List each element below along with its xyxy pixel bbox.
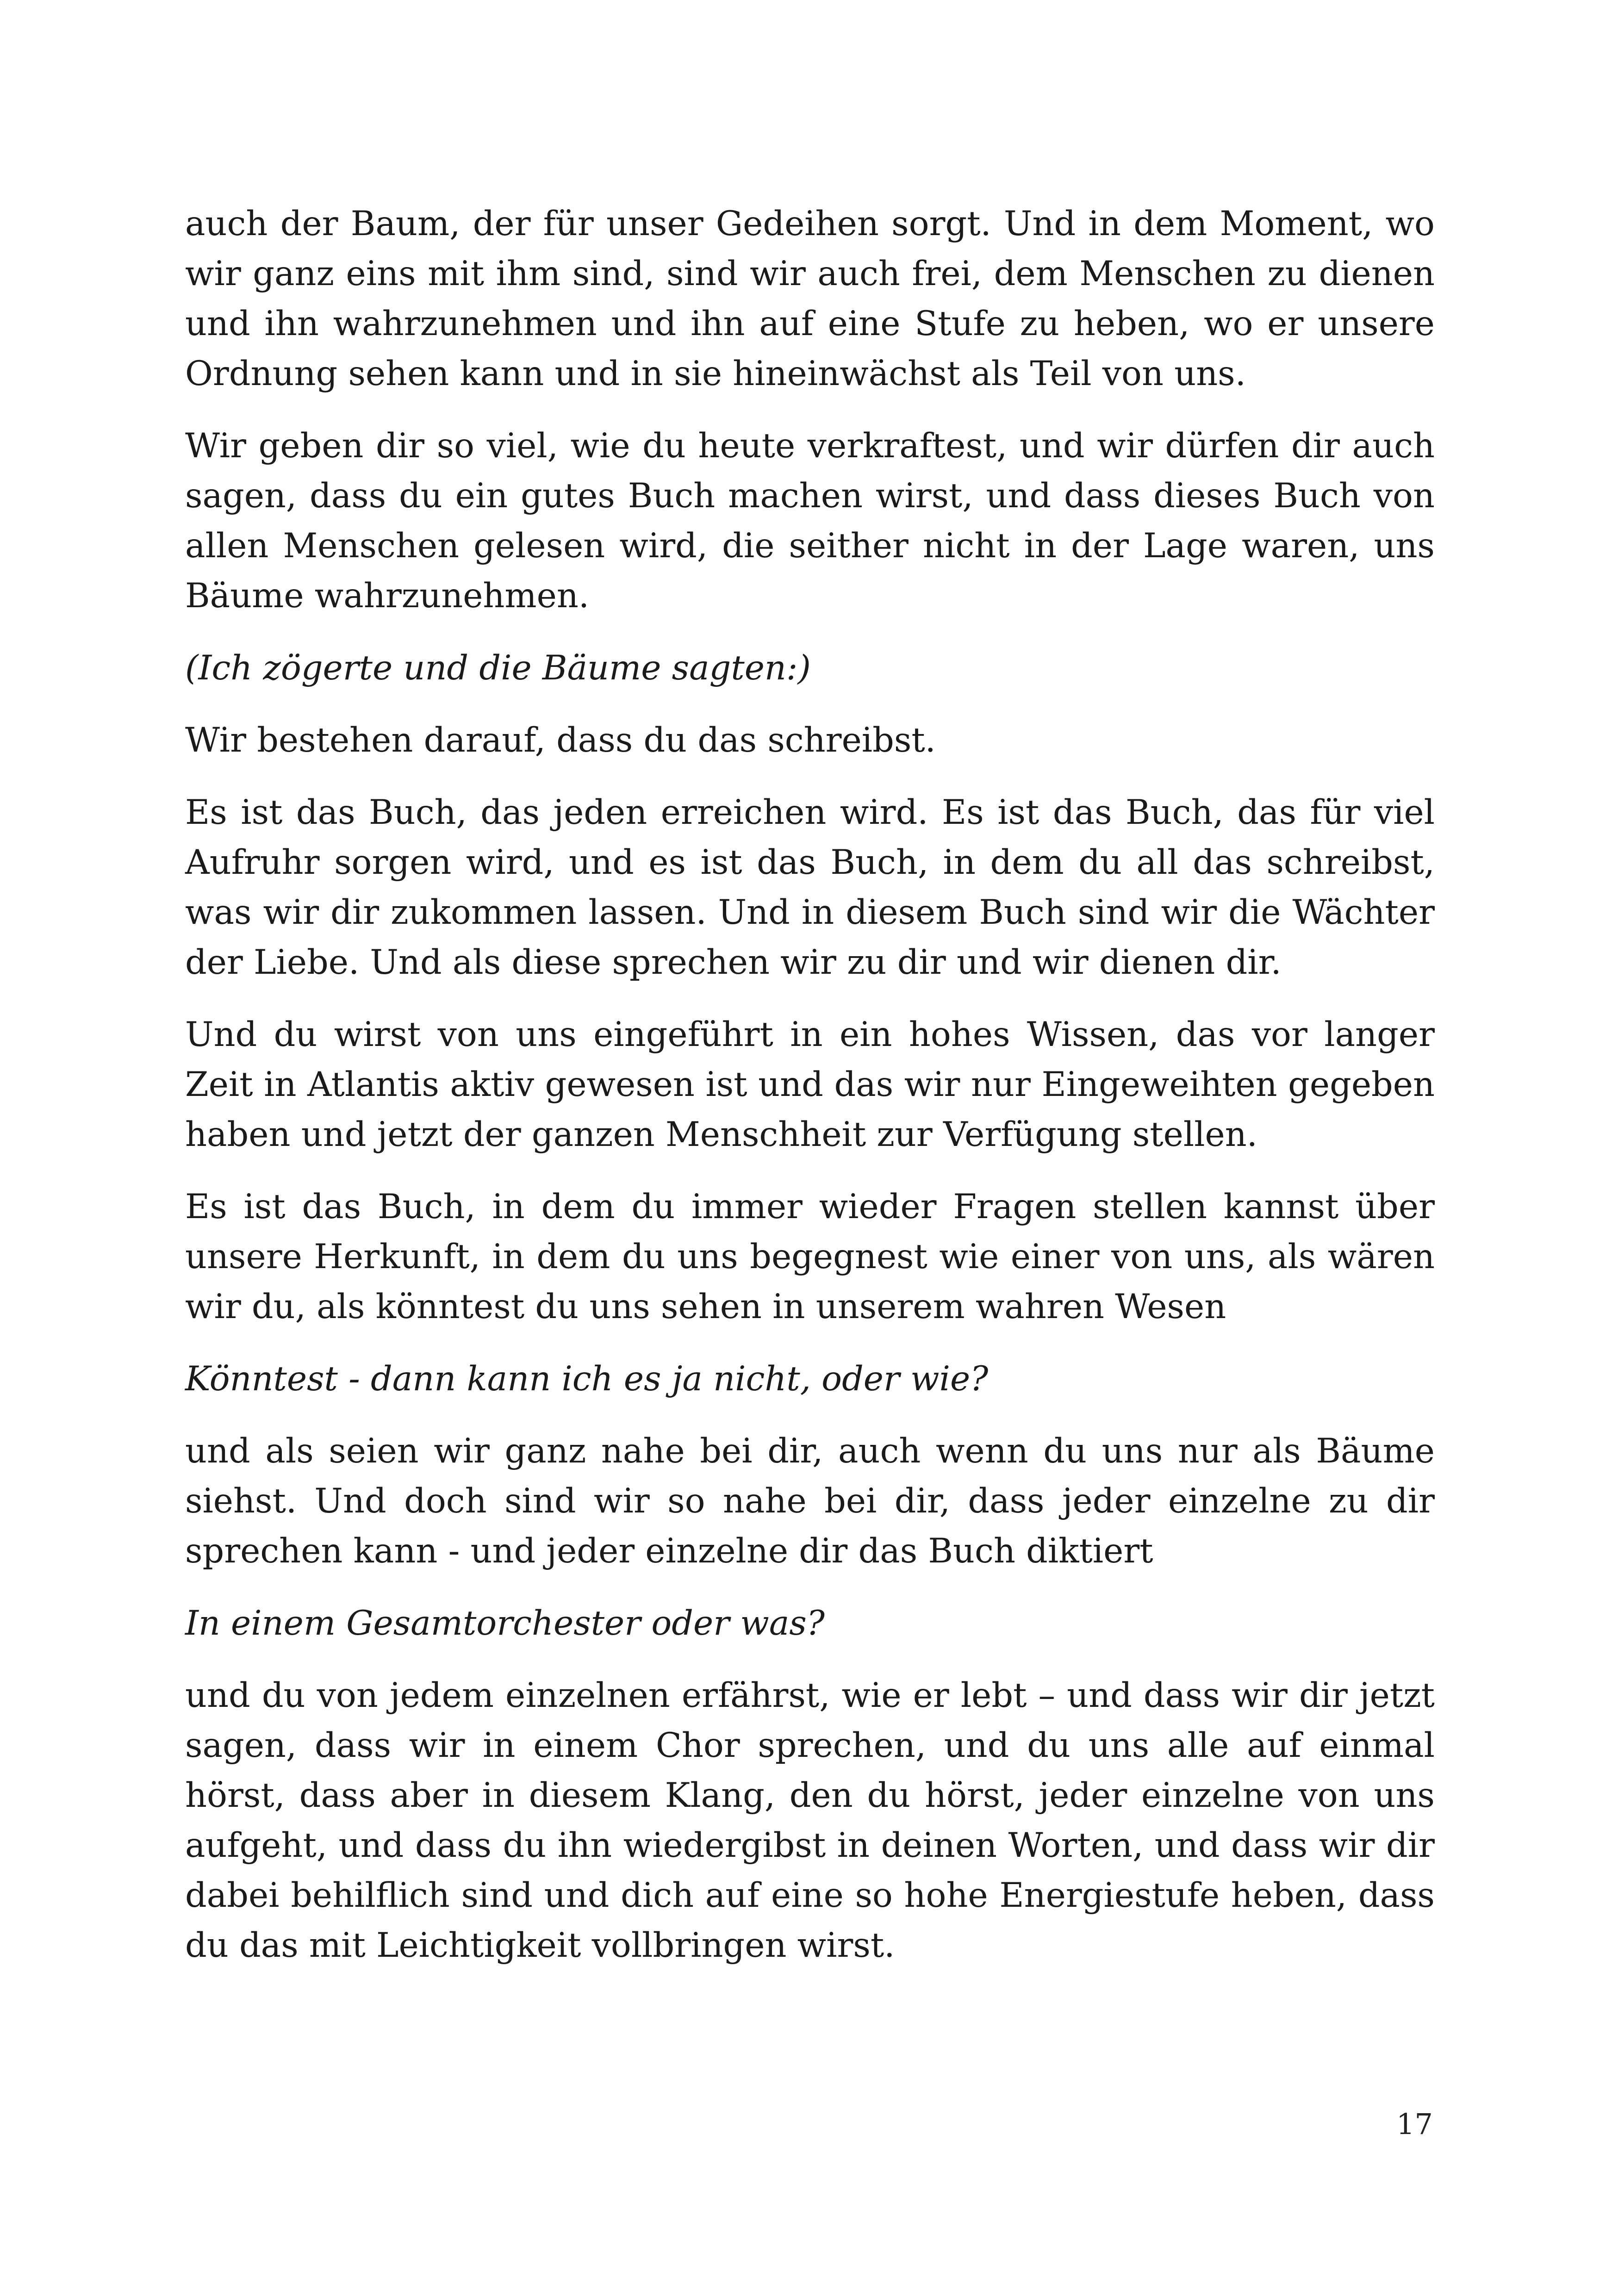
page-number: 17 xyxy=(1396,2107,1433,2141)
paragraph-5: Und du wirst von uns eingeführt in ein hohes Wissen, das vor langer Zeit in Atlantis aktiv gewesen ist und das wir nur Eingeweihten gegeben haben und jetzt der ganzen Menschheit zur Verfügung stellen. xyxy=(185,1015,1435,1154)
paragraph-3: Wir bestehen darauf, dass du das schreibst. xyxy=(185,721,936,760)
paragraph-7: und als seien wir ganz nahe bei dir, auch wenn du uns nur als Bäume siehst. Und doch sind wir so nahe bei dir, dass jeder einzelne zu dir sprechen kann - und jeder einzelne dir das Buch diktiert xyxy=(185,1431,1435,1571)
paragraph-6: Es ist das Buch, in dem du immer wieder Fragen stellen kannst über unsere Herkunft, in dem du uns begegnest wie einer von uns, als wären wir du, als könntest du uns sehen in unserem wahren Wesen xyxy=(185,1187,1435,1326)
paragraph-4: Es ist das Buch, das jeden erreichen wird. Es ist das Buch, das für viel Aufruhr sorgen wird, und es ist das Buch, in dem du all das schreibst, was wir dir zukommen lassen. Und in diesem Buch sind wir die Wächter der Liebe. Und als diese sprechen wir zu dir und wir dienen dir. xyxy=(185,793,1435,982)
italic-note-1: (Ich zögerte und die Bäume sagten:) xyxy=(185,648,811,688)
italic-note-2: Könntest - dann kann ich es ja nicht, oder wie? xyxy=(185,1359,989,1399)
paragraph-8: und du von jedem einzelnen erfährst, wie er lebt – und dass wir dir jetzt sagen, dass wir in einem Chor sprechen, und du uns alle auf einmal hörst, dass aber in diesem Klang, den du hörst, jeder einzelne von uns aufgeht, und dass du ihn wiedergibst in deinen Worten, und dass wir dir dabei behilflich sind und dich auf eine so hohe Energiestufe heben, dass du das mit Leichtigkeit vollbringen wirst. xyxy=(185,1676,1435,1965)
page-body xyxy=(185,199,1435,1993)
paragraph-2: Wir geben dir so viel, wie du heute verkraftest, und wir dürfen dir auch sagen, dass du ein gutes Buch machen wirst, und dass dieses Buch von allen Menschen gelesen wird, die seither nicht in der Lage waren, uns Bäume wahrzunehmen. xyxy=(185,426,1435,616)
paragraph-1: auch der Baum, der für unser Gedeihen sorgt. Und in dem Moment, wo wir ganz eins mit ihm sind, sind wir auch frei, dem Menschen zu dienen und ihn wahrzunehmen und ihn auf eine Stufe zu heben, wo er unsere Ordnung sehen kann und in sie hineinwächst als Teil von uns. xyxy=(185,204,1435,393)
italic-note-3: In einem Gesamtorchester oder was? xyxy=(185,1604,825,1643)
